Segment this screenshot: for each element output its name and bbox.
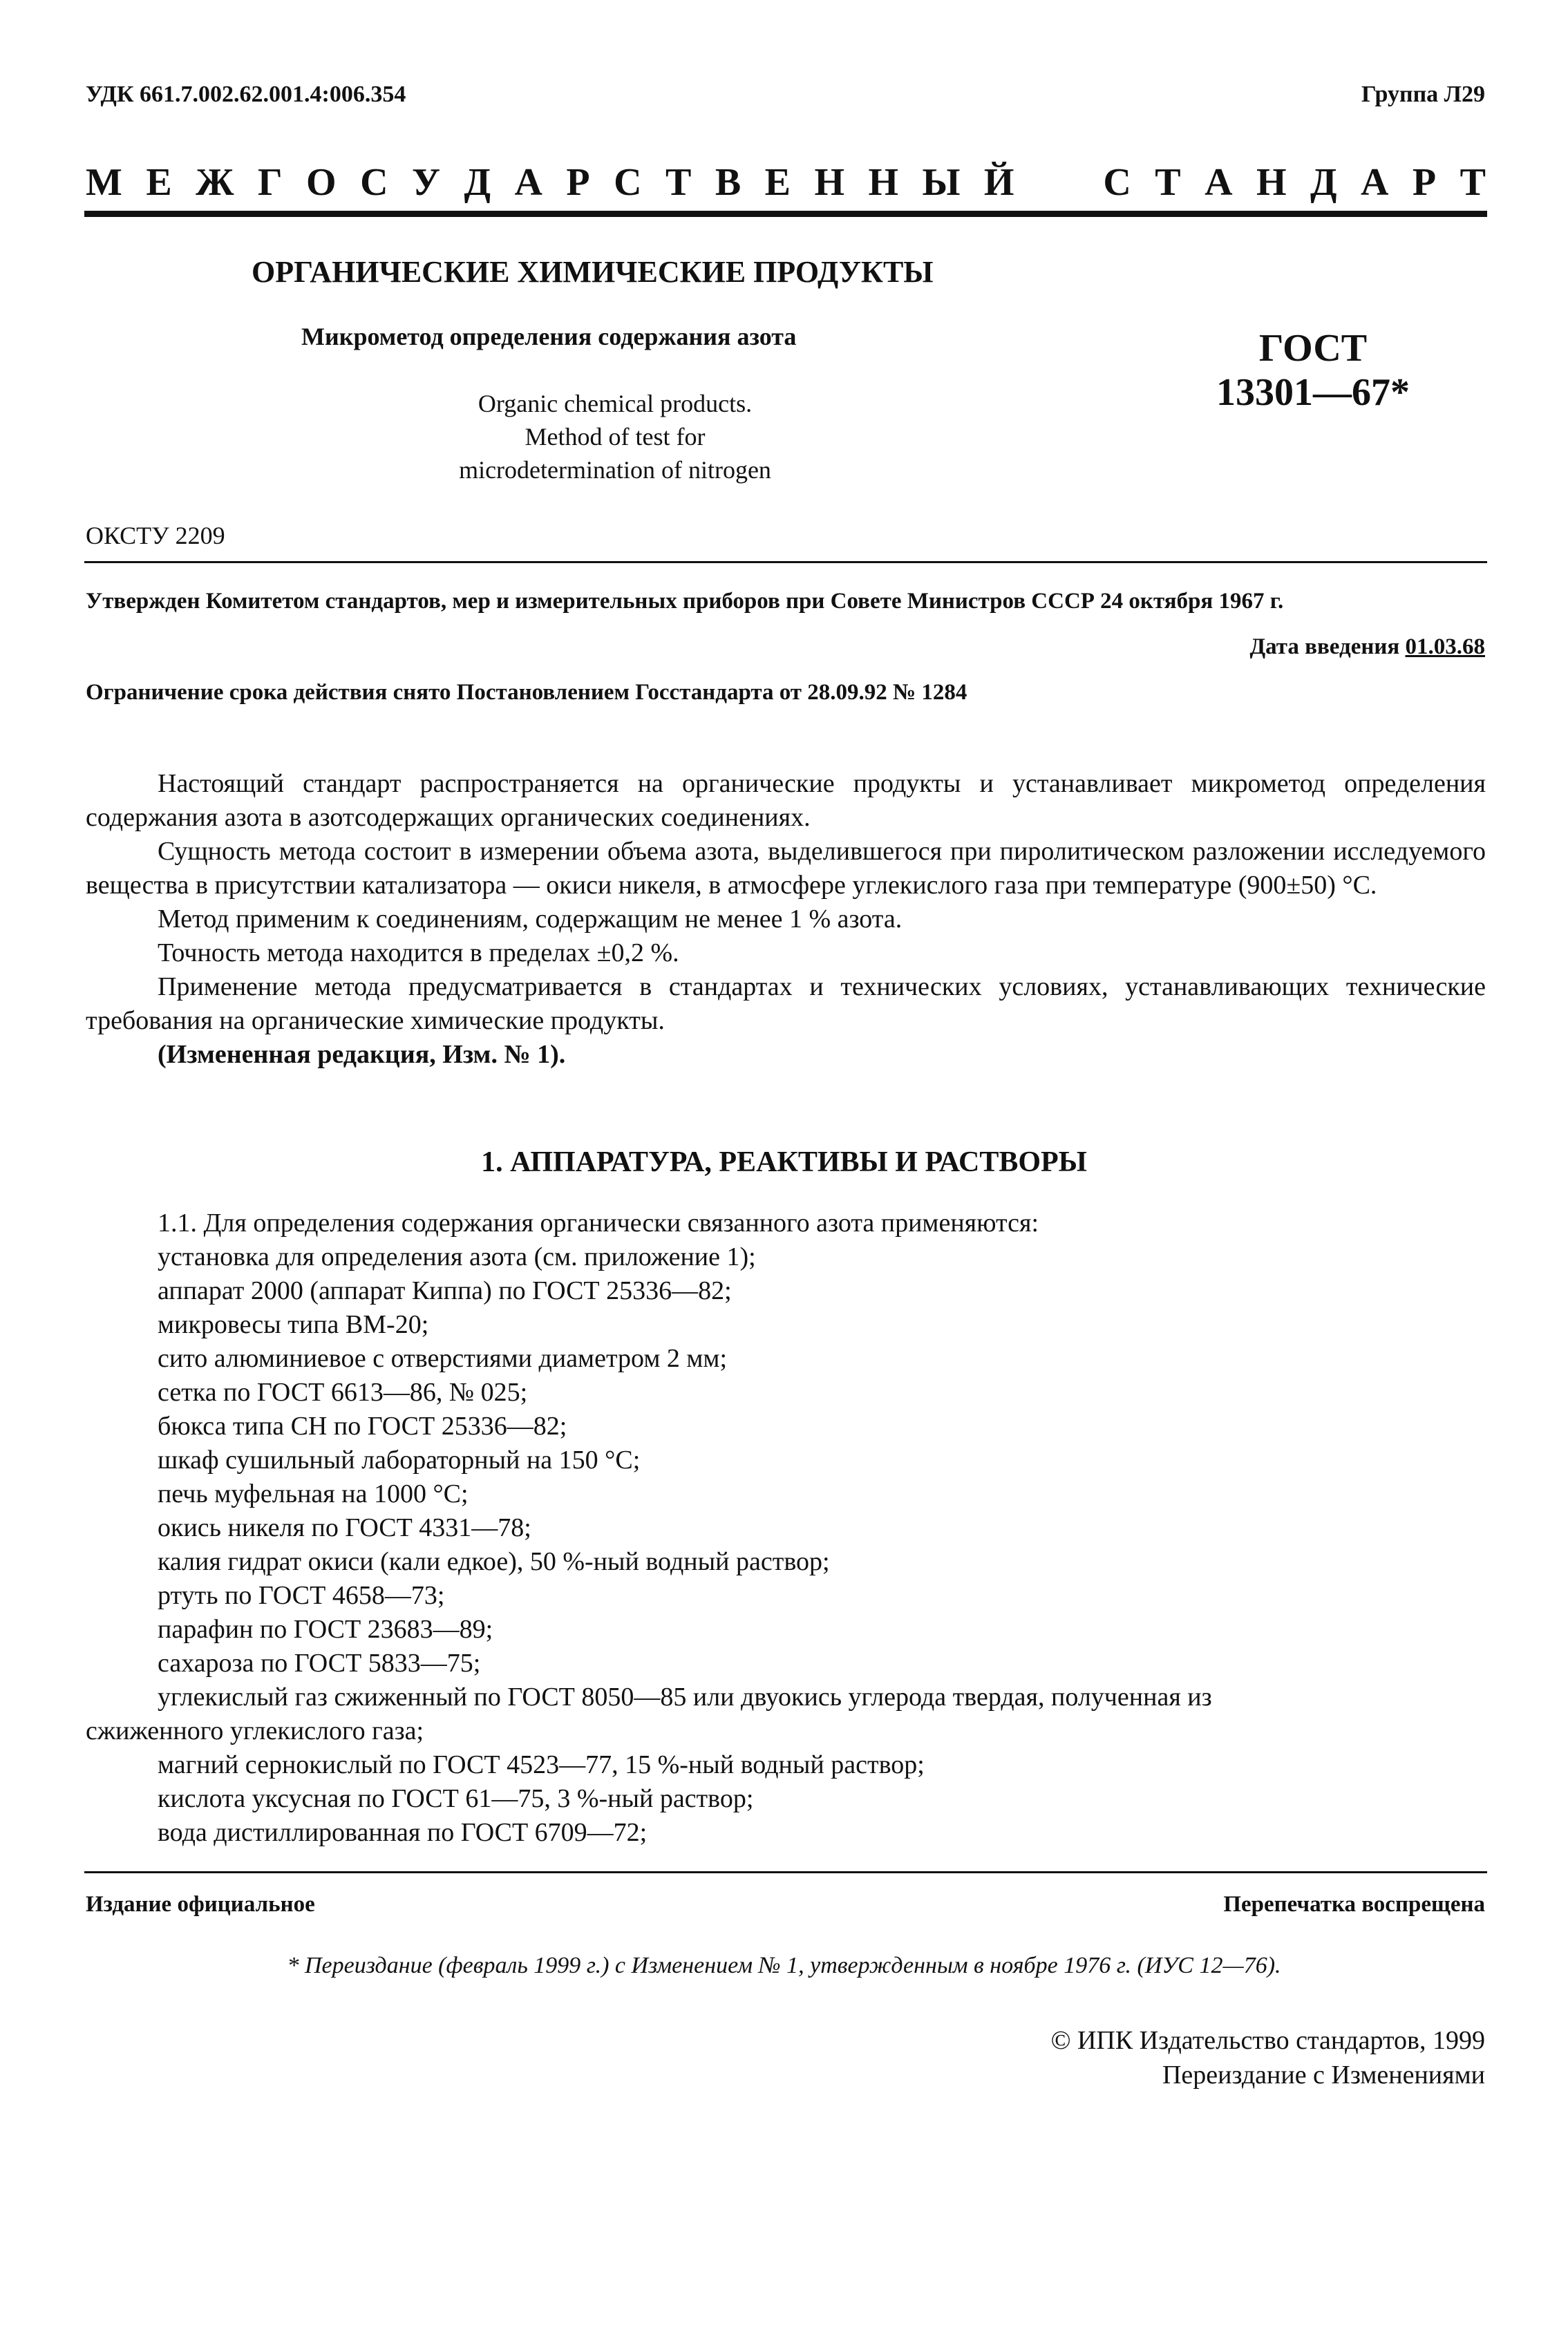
introduction-date	[1249, 634, 1485, 660]
list-item: аппарат 2000 (аппарат Киппа) по ГОСТ 25336—82;	[158, 1276, 732, 1305]
banner-letter: Т	[665, 161, 692, 204]
reprint-prohibited-label: Перепечатка воспрещена	[1223, 1892, 1485, 1917]
list-item: установка для определения азота (см. приложение 1);	[158, 1242, 756, 1271]
section-1-list	[86, 1206, 1486, 1850]
list-item: печь муфельная на 1000 °С;	[158, 1479, 469, 1508]
section-heading: 1. АППАРАТУРА, РЕАКТИВЫ И РАСТВОРЫ	[481, 1146, 1087, 1178]
banner-letter: Д	[464, 161, 491, 204]
banner-letter: У	[411, 161, 441, 204]
list-item: микровесы типа ВМ-20;	[158, 1310, 429, 1339]
banner-letter: Й	[983, 161, 1014, 204]
banner-letter: А	[1205, 161, 1233, 204]
banner-letter: Ы	[922, 161, 961, 204]
banner-rule	[84, 211, 1487, 217]
english-title-line: microdetermination of nitrogen	[459, 456, 771, 484]
english-title	[387, 387, 843, 486]
banner-letter: Е	[146, 161, 172, 204]
list-item-continuation: сжиженного углекислого газа;	[86, 1716, 424, 1745]
document-subtitle: Микрометод определения содержания азота	[301, 323, 797, 350]
okstu-code: ОКСТУ 2209	[86, 522, 225, 549]
paragraph: Метод применим к соединениям, содержащим не менее 1 % азота.	[158, 905, 903, 934]
paragraph: Применение метода предусматривается в стандартах и технических условиях, устанавливающих технические требования на органические химические продукты.	[86, 972, 1486, 1035]
list-item: ртуть по ГОСТ 4658—73;	[158, 1581, 445, 1610]
paragraph: Точность метода находится в пределах ±0,2 %.	[158, 938, 679, 967]
document-title: ОРГАНИЧЕСКИЕ ХИМИЧЕСКИЕ ПРОДУКТЫ	[252, 255, 934, 289]
banner-letter: Т	[1460, 161, 1486, 204]
list-item: бюкса типа СН по ГОСТ 25336—82;	[158, 1412, 567, 1441]
paragraph: Настоящий стандарт распространяется на органические продукты и устанавливает микрометод определения содержания азота в азотсодержащих органических соединениях.	[86, 769, 1486, 832]
amendment-note: (Измененная редакция, Изм. № 1).	[158, 1040, 566, 1069]
group-code: Группа Л29	[1361, 82, 1485, 107]
banner-letter: С	[614, 161, 642, 204]
validity-limit-note: Ограничение срока действия снято Постановлением Госстандарта от 28.09.92 № 1284	[86, 680, 967, 705]
clause-lead: 1.1. Для определения содержания органически связанного азота применяются:	[158, 1209, 1039, 1238]
banner-letter: В	[715, 161, 742, 204]
list-item: углекислый газ сжиженный по ГОСТ 8050—85 или двуокись углерода твердая, полученная из	[158, 1683, 1212, 1712]
introduction-text	[86, 767, 1486, 1072]
divider	[84, 561, 1487, 563]
introduction-date-value: 01.03.68	[1405, 634, 1485, 659]
list-item: окись никеля по ГОСТ 4331—78;	[158, 1513, 531, 1542]
reissue-note: Переиздание с Изменениями	[1162, 2061, 1485, 2090]
paragraph: Сущность метода состоит в измерении объема азота, выделившегося при пиролитическом разложении исследуемого вещества в присутствии катализатора — окиси никеля, в атмосфере углекислого газа при температуре (900±50) °С.	[86, 837, 1486, 900]
gost-designation	[1202, 326, 1424, 415]
list-item: сито алюминиевое с отверстиями диаметром 2 мм;	[158, 1344, 728, 1373]
banner-letter: А	[1361, 161, 1389, 204]
list-item: сетка по ГОСТ 6613—86, № 025;	[158, 1378, 528, 1407]
banner-letter: С	[360, 161, 388, 204]
list-item: кислота уксусная по ГОСТ 61—75, 3 %-ный раствор;	[158, 1784, 754, 1813]
gost-label: ГОСТ	[1258, 327, 1368, 370]
banner-letter: О	[306, 161, 337, 204]
footer-divider	[84, 1871, 1487, 1873]
gost-number: 13301—67*	[1216, 371, 1410, 414]
banner-letter: Т	[1155, 161, 1181, 204]
official-edition-label: Издание официальное	[86, 1892, 315, 1917]
list-item: калия гидрат окиси (кали едкое), 50 %-ный водный раствор;	[158, 1547, 830, 1576]
banner-letter: Р	[566, 161, 590, 204]
banner-letter: Н	[814, 161, 844, 204]
list-item: парафин по ГОСТ 23683—89;	[158, 1615, 493, 1644]
copyright-block	[1051, 2023, 1485, 2092]
list-item: магний сернокислый по ГОСТ 4523—77, 15 %-ный водный раствор;	[158, 1750, 925, 1779]
banner-letter: Н	[1256, 161, 1287, 204]
list-item: вода дистиллированная по ГОСТ 6709—72;	[158, 1818, 648, 1847]
list-item: шкаф сушильный лабораторный на 150 °С;	[158, 1446, 641, 1475]
banner-letter: Н	[868, 161, 899, 204]
banner-letter: М	[86, 161, 122, 204]
banner-letter: С	[1103, 161, 1131, 204]
copyright-line: © ИПК Издательство стандартов, 1999	[1050, 2026, 1485, 2055]
banner-letter: Ж	[196, 161, 234, 204]
banner-letter: А	[514, 161, 542, 204]
english-title-line: Method of test for	[525, 423, 706, 451]
reissue-footnote: * Переиздание (февраль 1999 г.) с Изменением № 1, утвержденным в ноябре 1976 г. (ИУС 12—76).	[287, 1953, 1281, 1978]
interstate-standard-banner	[86, 163, 1486, 202]
approval-statement: Утвержден Комитетом стандартов, мер и измерительных приборов при Совете Министров СССР 24 октября 1967 г.	[86, 589, 1284, 614]
list-item: сахароза по ГОСТ 5833—75;	[158, 1649, 481, 1678]
english-title-line: Organic chemical products.	[478, 390, 753, 417]
banner-letter: Е	[764, 161, 791, 204]
udk-code: УДК 661.7.002.62.001.4:006.354	[86, 82, 406, 107]
banner-letter: Р	[1412, 161, 1437, 204]
introduction-date-label: Дата введения	[1249, 634, 1400, 659]
banner-letter: Д	[1310, 161, 1337, 204]
banner-letter: Г	[257, 161, 283, 204]
banner-gap	[1038, 163, 1079, 202]
